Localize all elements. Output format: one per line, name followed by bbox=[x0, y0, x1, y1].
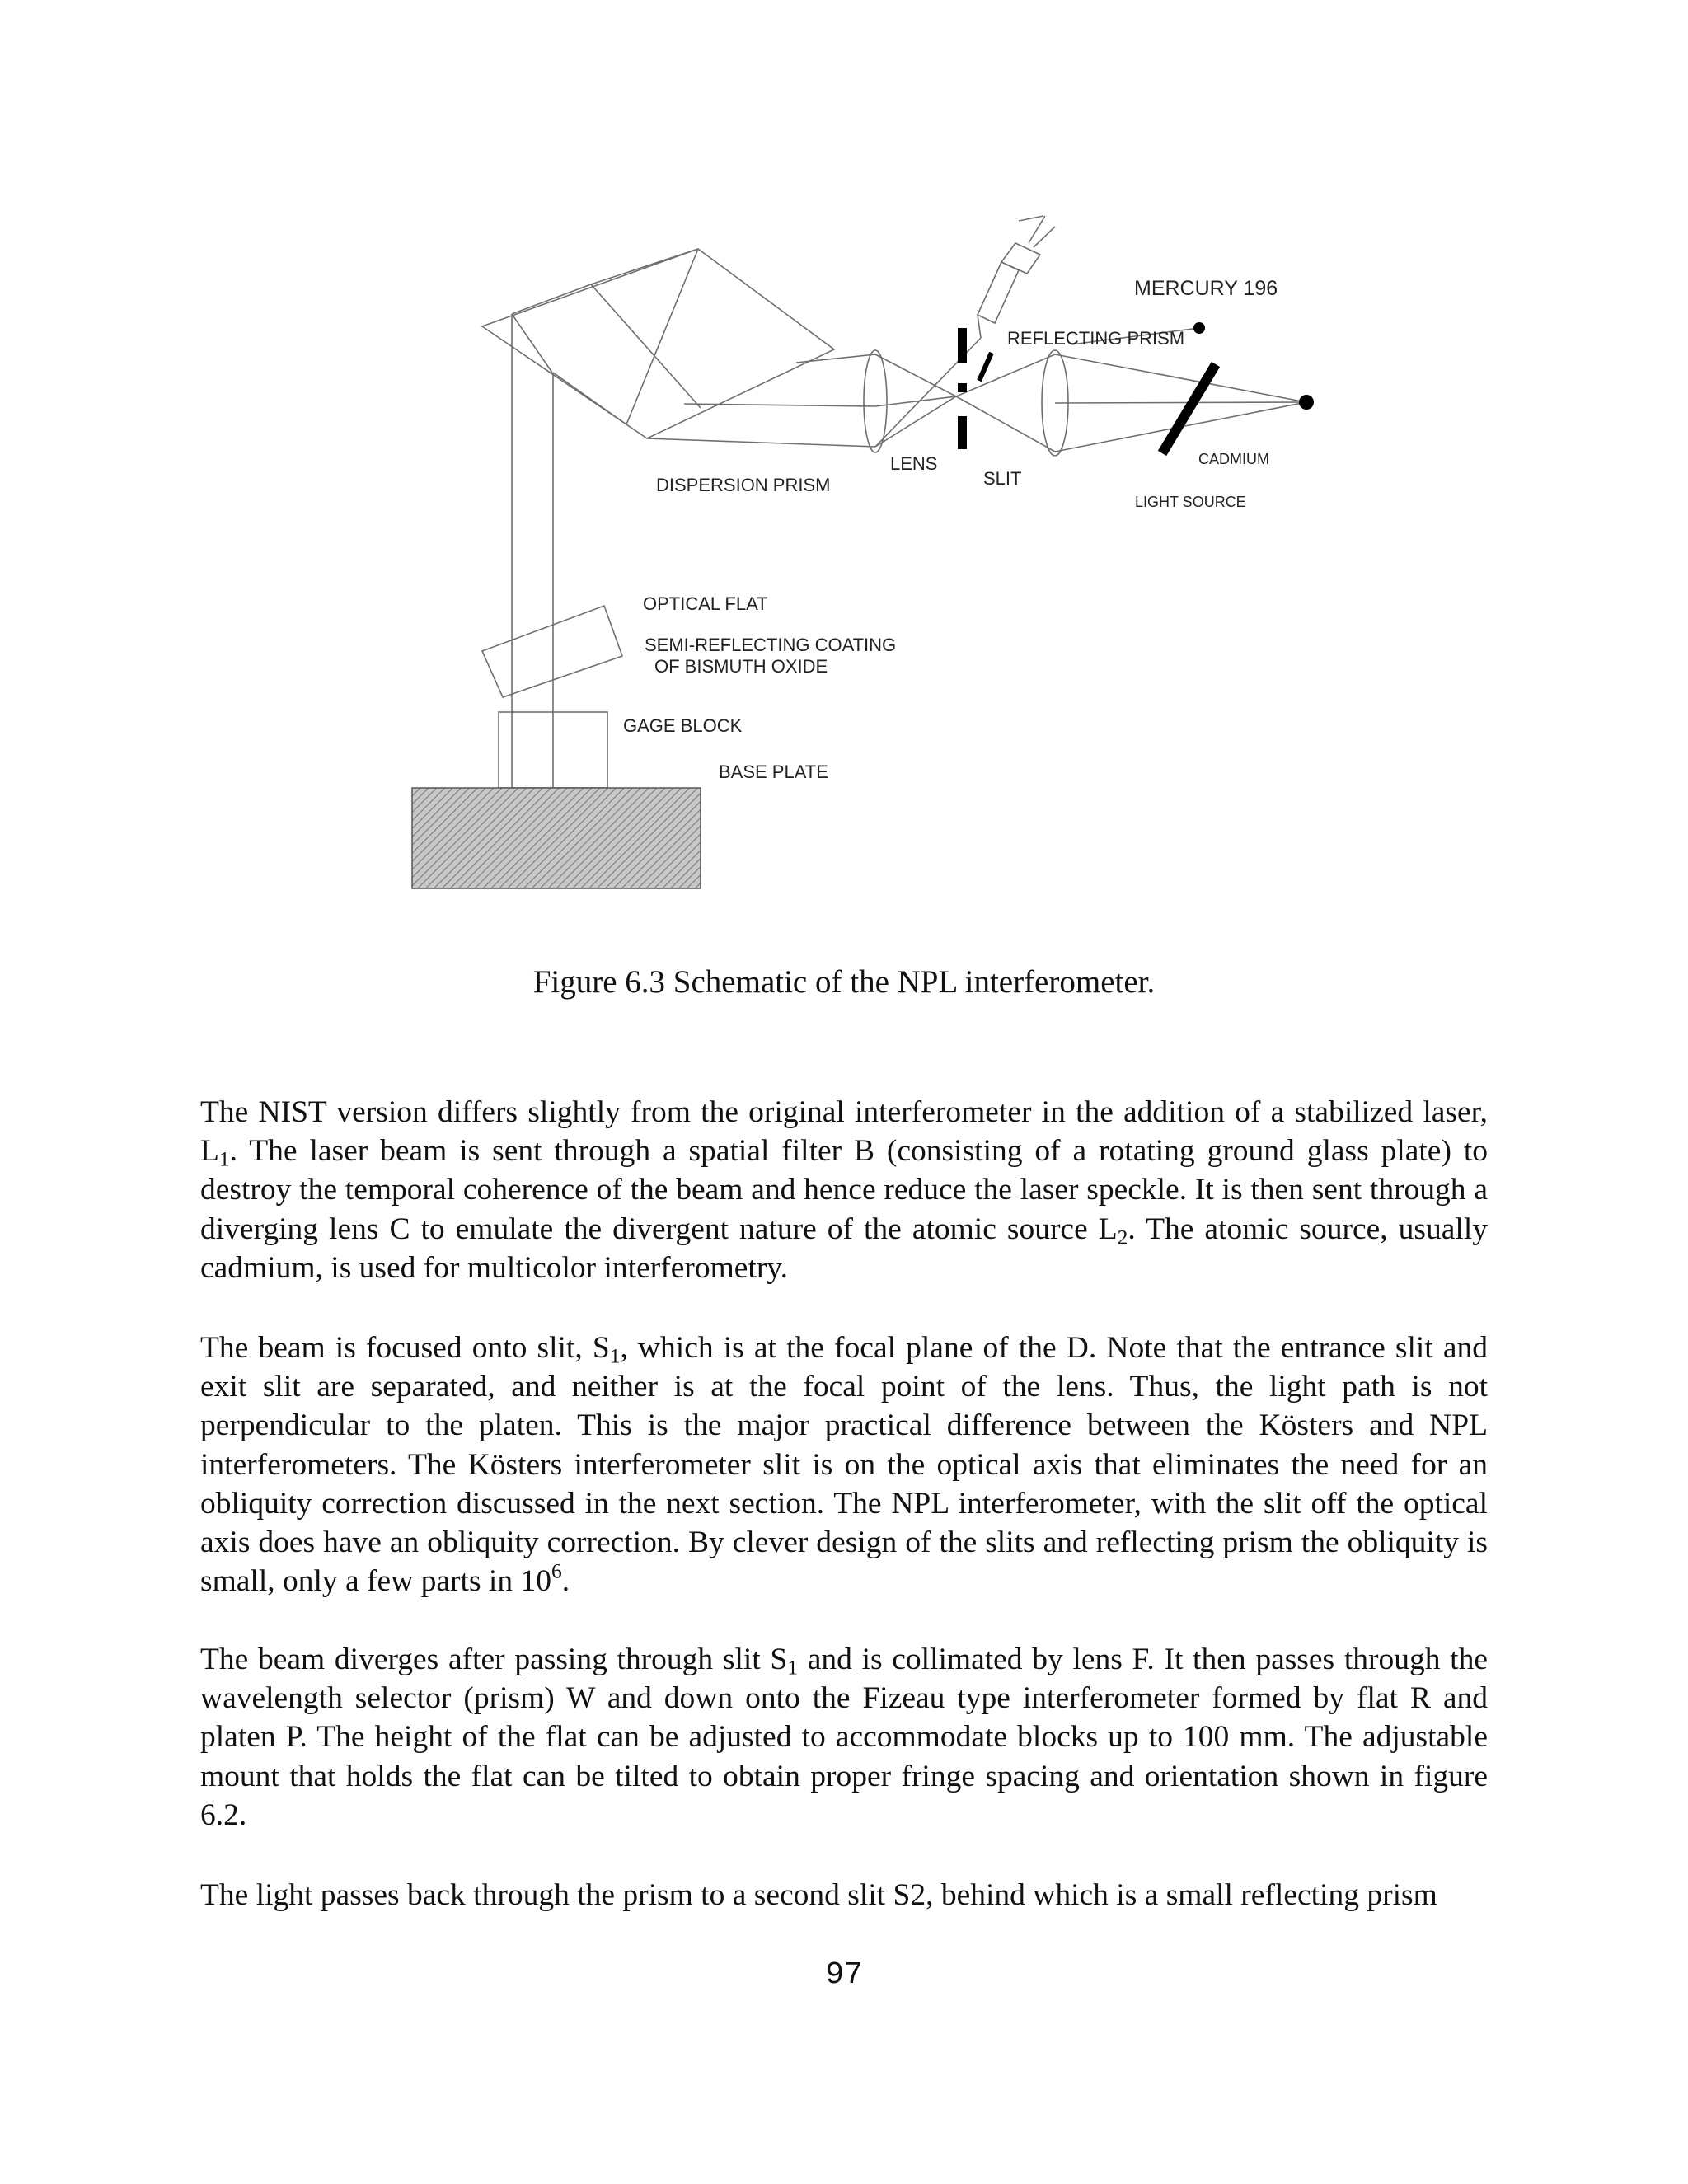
page-number: 97 bbox=[825, 1957, 863, 1993]
label-gage-block: GAGE BLOCK bbox=[623, 715, 743, 736]
reflecting-prism bbox=[979, 353, 992, 381]
label-light-source: LIGHT SOURCE bbox=[1135, 494, 1246, 510]
label-slit: SLIT bbox=[983, 468, 1022, 489]
label-semi-reflecting-coating: SEMI-REFLECTING COATING bbox=[645, 635, 897, 655]
lens bbox=[864, 350, 887, 452]
label-lens: LENS bbox=[890, 453, 938, 474]
label-optical-flat: OPTICAL FLAT bbox=[643, 593, 768, 614]
dispersion-prism bbox=[482, 249, 834, 438]
label-base-plate: BASE PLATE bbox=[719, 762, 828, 782]
optical-flat bbox=[482, 606, 622, 697]
paragraph-nist-version: The NIST version differs slightly from the original interferometer in the addition of a stabilized laser, $L_1$. The laser beam is sent through a spatial filter B (consisting of a rotating ground glass plate) to destroy the temporal coherence of the beam and hence reduce the laser speckle. It is then sent through a diverging lens C to emulate the divergent nature of the atomic source $L_2$. The atomic source, usually cadmium, is used for multicolor interferometry. bbox=[200, 1095, 1488, 1285]
label-mercury: MERCURY 196 bbox=[1134, 277, 1278, 300]
label-bismuth-oxide: OF BISMUTH OXIDE bbox=[654, 656, 828, 677]
label-cadmium: CADMIUM bbox=[1198, 451, 1269, 467]
paragraph-beam-collimation: The beam diverges after passing through slit $S_1$ and is collimated by lens F. It then passes through the wavelength selector (prism) W and down onto the Fizeau type interferometer formed by flat R and platen P. The height of the flat can be adjusted to accommodate blocks up to 100 mm. The adjustable mount that holds the flat can be tilted to obtain proper fringe spacing and orientation shown in figure 6.2. bbox=[200, 1643, 1488, 1832]
label-reflecting-prism: REFLECTING PRISM bbox=[1007, 328, 1185, 349]
label-dispersion-prism: DISPERSION PRISM bbox=[656, 475, 831, 495]
npl-interferometer-schematic bbox=[0, 0, 1688, 972]
paragraph-slit-focus: The beam is focused onto slit, $S_1$, which is at the focal plane of the D. Note that the entrance slit and exit slit are separated, and neither is at the focal point of the lens. Thus, the light path is not perpendicular to the platen. This is the major practical difference between the Kösters and NPL interferometers. The Kösters interferometer slit is on the optical axis that eliminates the need for an obliquity correction discussed in the next section. The NPL interferometer, with the slit off the optical axis does have an obliquity correction. By clever design of the slits and reflecting prism the obliquity is small, only a few parts in $10^6$. bbox=[200, 1331, 1489, 1599]
point-source bbox=[1299, 395, 1314, 410]
prism-internal-facets bbox=[512, 249, 701, 424]
figure-caption: Figure 6.3 Schematic of the NPL interferometer. bbox=[532, 964, 1156, 1000]
eyepiece-assembly bbox=[978, 216, 1055, 338]
mercury-lamp bbox=[1193, 322, 1205, 334]
slit bbox=[958, 328, 967, 449]
base-plate bbox=[412, 788, 701, 888]
cadmium-light-source bbox=[1162, 364, 1216, 453]
horizontal-beam bbox=[647, 328, 1306, 452]
vertical-beam bbox=[512, 314, 553, 787]
paragraph-second-slit: The light passes back through the prism to a second slit S2, behind which is a small reflecting prism bbox=[200, 1878, 1437, 1912]
